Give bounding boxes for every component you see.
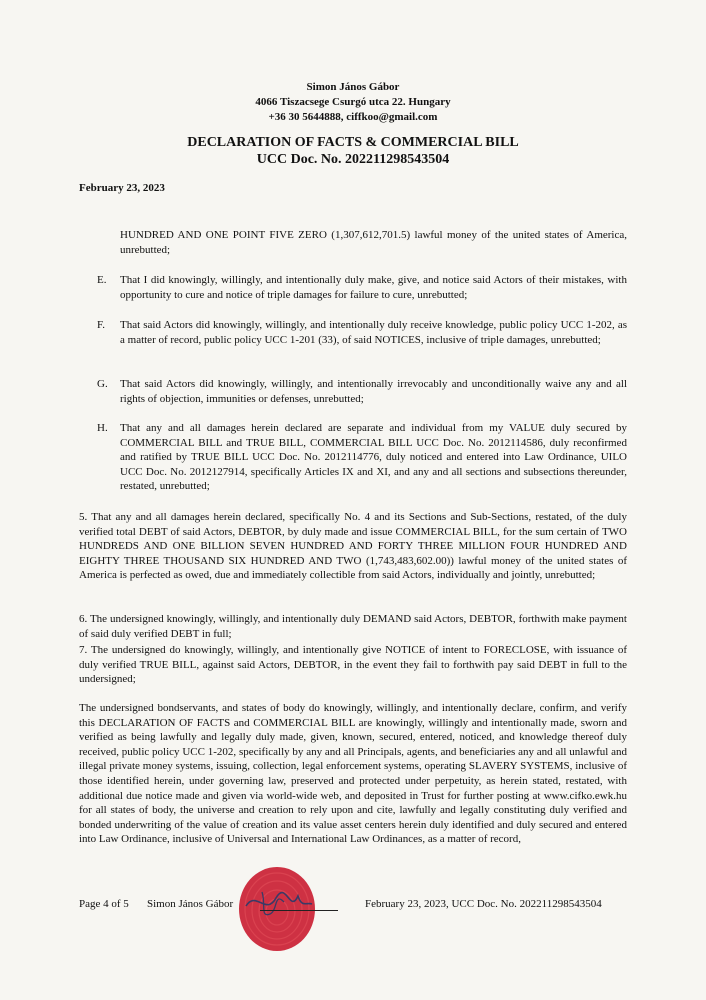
item-h-label: H. [97,422,108,434]
footer-date-doc: February 23, 2023, UCC Doc. No. 202211298543504 [365,898,602,910]
document-date: February 23, 2023 [79,182,165,194]
document-number: UCC Doc. No. 202211298543504 [256,152,450,167]
item-e-text: That I did knowingly, willingly, and intentionally duly make, give, and notice said Actors of their mistakes, with opportunity to cure and notice of triple damages for failure to cure, unrebutted; [120,274,627,301]
footer-name: Simon János Gábor [147,898,234,910]
page-number: Page 4 of 5 [79,898,129,910]
item-g-label: G. [97,378,108,390]
item-f-label: F. [97,319,105,331]
page-footer [79,898,639,918]
sender-name: Simon János Gábor [306,81,400,93]
sender-address: 4066 Tiszacsege Csurgó utca 22. Hungary [255,96,451,108]
paragraph-5: 5. That any and all damages herein declared, specifically No. 4 and its Sections and Sub-Sections, restated, of the duly verified total DEBT of said Actors, DEBTOR, by duly made and issue COMMERCIAL BILL, for the sum certain of TWO HUNDREDS AND ONE BILLION SEVEN HUNDRED AND FORTY THREE MILLION FOUR HUNDRED AND EIGHTY THREE THOUSAND SIX HUNDRED AND TWO (1,743,483,602.00)) lawful money of the united states of America is perfected as owed, due and immediately collectible from said Actors, individually and jointly, unrebutted; [79,511,627,582]
paragraph-7: 7. The undersigned do knowingly, willingly, and intentionally give NOTICE of intent to FORECLOSE, with issuance of duly verified TRUE BILL, against said Actors, DEBTOR, in the event they fail to forthwith pay said DEBT in full to the undersigned; [79,644,627,686]
continuation-text: HUNDRED AND ONE POINT FIVE ZERO (1,307,612,701.5) lawful money of the united states of America, unrebutted; [120,229,627,256]
item-g-text: That said Actors did knowingly, willingly, and intentionally irrevocably and unconditionally waive any and all rights of objection, immunities or defenses, unrebutted; [120,378,627,405]
document-title: DECLARATION OF FACTS & COMMERCIAL BILL [187,135,519,150]
item-e-label: E. [97,274,107,286]
paragraph-6: 6. The undersigned knowingly, willingly, and intentionally duly DEMAND said Actors, DEBTOR, forthwith make payment of said duly verified DEBT in full; [79,613,627,640]
item-h-text: That any and all damages herein declared are separate and individual from my VALUE duly secured by COMMERCIAL BILL and TRUE BILL, COMMERCIAL BILL UCC Doc. No. 2012114586, duly reconfirmed and ratified by TRUE BILL UCC Doc. No. 2012114776, duly noticed and entered into Law Ordinance, UILO UCC Doc. No. 2012127914, specifically Articles IX and XI, and any and all sections and subsections thereunder, restated, unrebutted; [120,422,627,493]
sender-contact: +36 30 5644888, ciffkoo@gmail.com [268,111,438,123]
signature-line [260,910,338,911]
closing-paragraph: The undersigned bondservants, and states of body do knowingly, willingly, and intentionally declare, confirm, and verify this DECLARATION OF FACTS and COMMERCIAL BILL are knowingly, willingly and intentionally made, sworn and verified as being lawfully and legally duly made, given, known, secured, entered, noticed, and knowledge thereof duly received, public policy UCC 1-202, specifically by any and all Principals, agents, and beneficiaries any and all unlawful and illegal private money systems, issuing, collection, legal enforcement systems, operating SLAVERY SYSTEMS, inclusive of those identified herein, under governing law, preserved and protected under perpetuity, as herein stated, restated, with additional due notice made and given via world-wide web, and deposited in Trust for further posting at www.cifko.ewk.hu for all states of body, the universe and creation to rely upon and cite, lawfully and legally constituting duly verified and bonded underwriting of the value of creation and its value asset centers herein duly identified and duly secured and entered into Law Ordinance, inclusive of Universal and International Law Ordinances, as a matter of record, [79,702,627,846]
item-f-text: That said Actors did knowingly, willingly, and intentionally duly receive knowledge, public policy UCC 1-202, as a matter of record, public policy UCC 1-201 (33), of said NOTICES, inclusive of triple damages, unrebutted; [120,319,627,346]
